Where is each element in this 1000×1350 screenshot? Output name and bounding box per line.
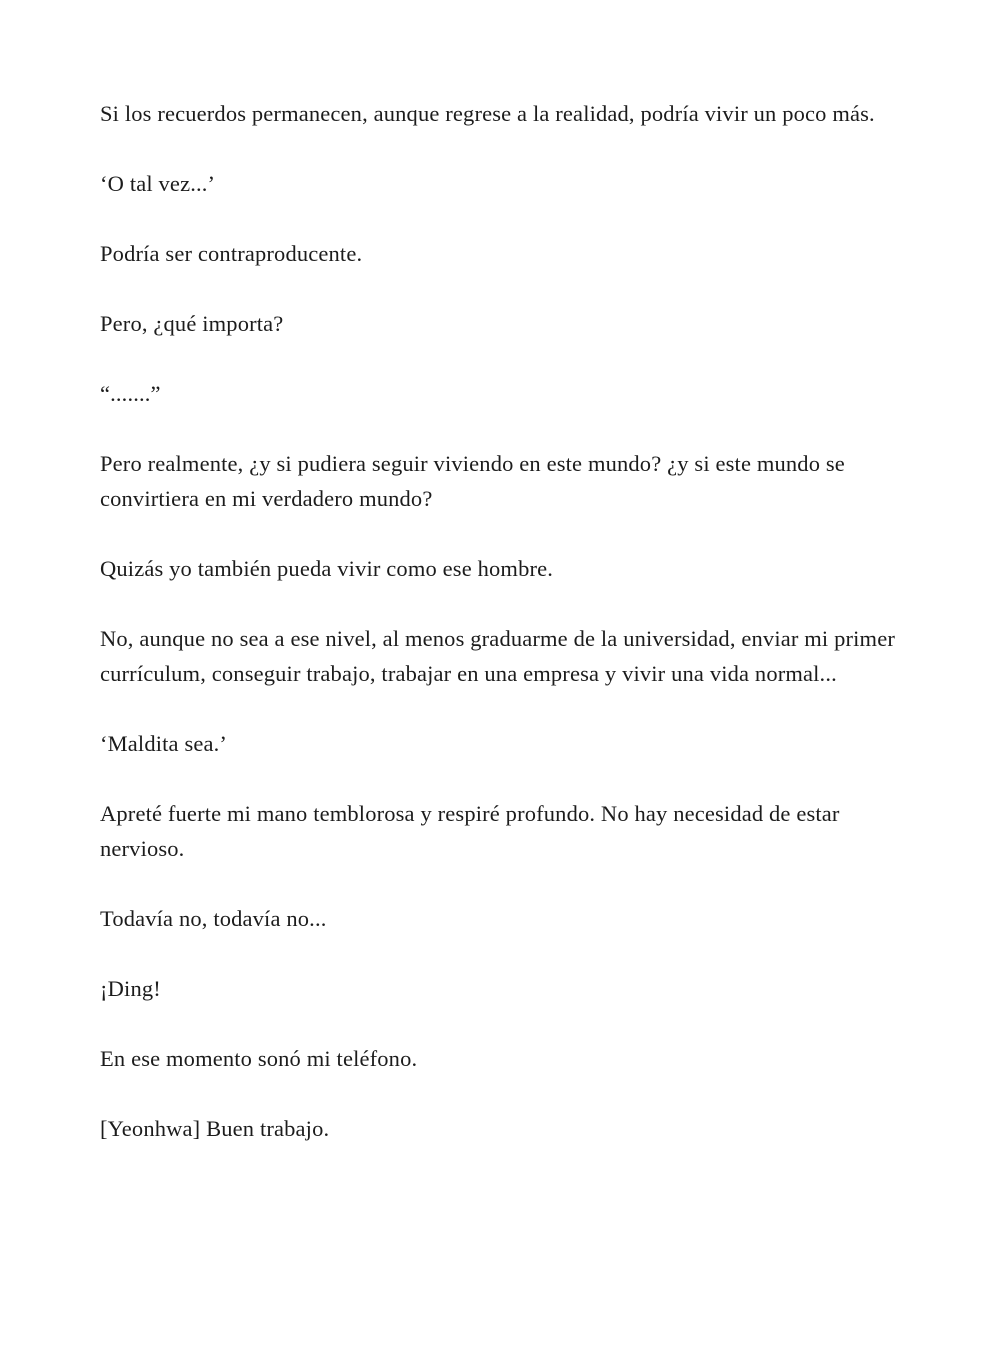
paragraph-trembling-hand: Apreté fuerte mi mano temblorosa y respiré profundo. No hay necesidad de estar nervioso. [100, 801, 840, 861]
paragraph-thought-maybe: ‘O tal vez...’ [100, 171, 216, 196]
paragraph-thought-damn: ‘Maldita sea.’ [100, 731, 228, 756]
paragraph-ding: ¡Ding! [100, 976, 161, 1001]
paragraph-like-that-man: Quizás yo también pueda vivir como ese hombre. [100, 556, 554, 581]
paragraph-keep-living: Pero realmente, ¿y si pudiera seguir viviendo en este mundo? ¿y si este mundo se convirtiera en mi verdadero mundo? [100, 451, 845, 511]
paragraph-normal-life: No, aunque no sea a ese nivel, al menos graduarme de la universidad, enviar mi primer currículum, conseguir trabajo, trabajar en una empresa y vivir una vida normal... [100, 626, 895, 686]
paragraph-memories: Si los recuerdos permanecen, aunque regrese a la realidad, podría vivir un poco más. [100, 101, 875, 126]
paragraph-what-matters: Pero, ¿qué importa? [100, 311, 284, 336]
paragraph-message-yeonhwa: [Yeonhwa] Buen trabajo. [100, 1116, 330, 1141]
paragraph-counterproductive: Podría ser contraproducente. [100, 241, 363, 266]
paragraph-silence-dialogue: “.......” [100, 381, 161, 406]
paragraph-not-yet: Todavía no, todavía no... [100, 906, 327, 931]
paragraph-phone-rang: En ese momento sonó mi teléfono. [100, 1046, 418, 1071]
chapter-text [100, 96, 900, 1181]
